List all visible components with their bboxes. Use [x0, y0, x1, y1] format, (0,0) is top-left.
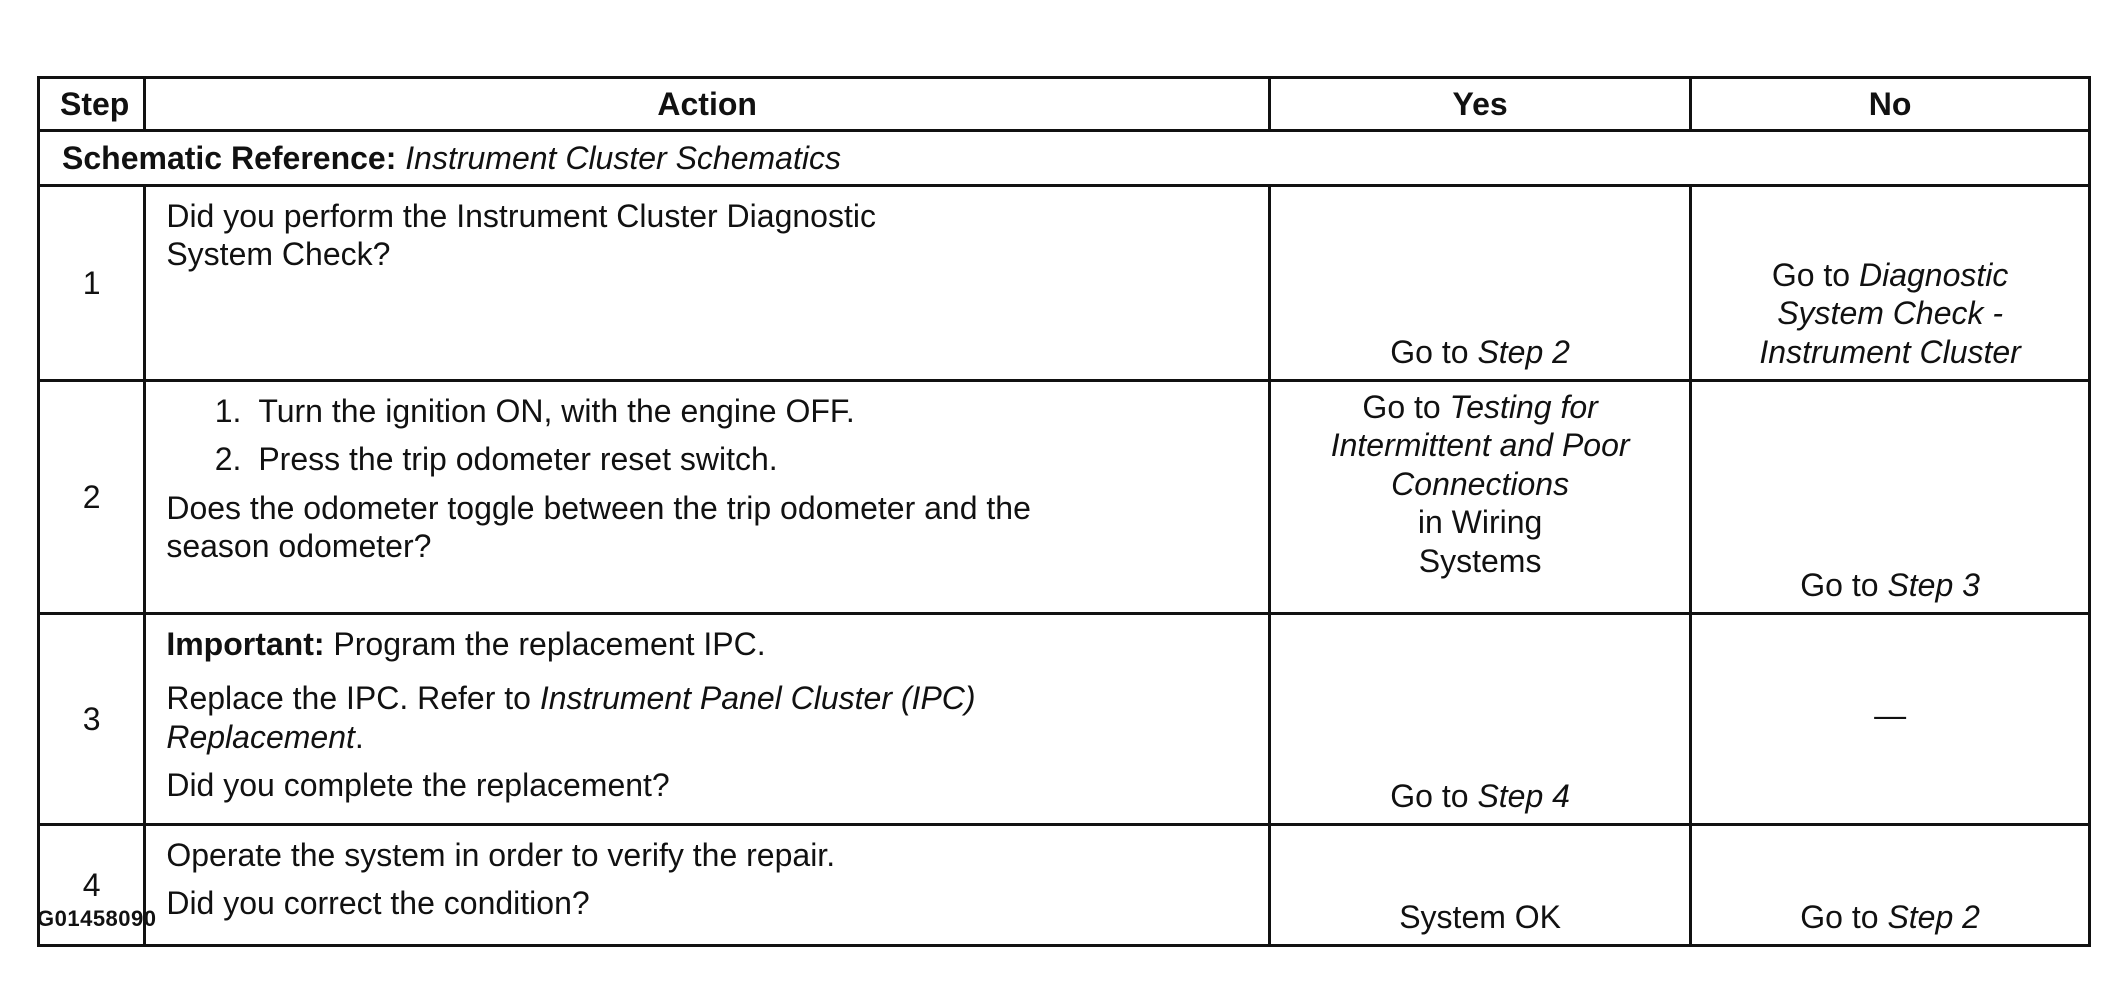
- table-row: [39, 825, 2090, 946]
- replacement-link[interactable]: Replacement: [166, 718, 355, 755]
- action-text: System Check?: [166, 236, 391, 273]
- action-cell: [145, 614, 1270, 825]
- no-prefix: Go to: [1771, 256, 1851, 293]
- schematic-reference-cell: [39, 131, 2090, 186]
- question-text: season odometer?: [166, 528, 432, 565]
- yes-prefix: Go to: [1390, 777, 1469, 814]
- yes-testing-link[interactable]: Intermittent and Poor: [1330, 427, 1630, 464]
- step-number: 3: [39, 614, 145, 825]
- no-diagnostic-link[interactable]: Instrument Cluster: [1759, 333, 2021, 370]
- table-row: [39, 381, 2090, 614]
- yes-text: Systems: [1418, 542, 1542, 579]
- no-prefix: Go to: [1800, 566, 1879, 603]
- list-item: 1. Turn the ignition ON, with the engine OFF.: [250, 392, 1248, 430]
- step-number: 2: [39, 381, 145, 614]
- question-text: Does the odometer toggle between the trip odometer and the: [166, 489, 1031, 526]
- action-cell: [145, 381, 1270, 614]
- no-cell: [1691, 381, 2090, 614]
- yes-cell: [1270, 825, 1691, 946]
- step-number: 1: [39, 186, 145, 381]
- header-no: No: [1691, 78, 2090, 131]
- action-text: Operate the system in order to verify the repair.: [166, 837, 836, 873]
- no-cell: [1691, 614, 2090, 825]
- diagnostic-table: [37, 76, 2091, 947]
- important-text: Program the replacement IPC.: [333, 626, 766, 662]
- yes-cell: [1270, 381, 1691, 614]
- replace-text: Replace the IPC. Refer to: [166, 680, 531, 717]
- question-text: Did you correct the condition?: [166, 885, 590, 922]
- no-step-link[interactable]: Step 3: [1887, 566, 1980, 603]
- yes-cell: [1270, 186, 1691, 381]
- action-text: Did you perform the Instrument Cluster Diagnostic: [166, 198, 876, 234]
- no-prefix: Go to: [1800, 898, 1879, 935]
- important-label: Important:: [166, 626, 325, 662]
- schematic-reference-label: Schematic Reference:: [62, 139, 397, 176]
- header-yes: Yes: [1270, 78, 1691, 131]
- no-diagnostic-link[interactable]: System Check -: [1777, 295, 2004, 332]
- action-steps-list: [166, 392, 1248, 479]
- no-step-link[interactable]: Step 2: [1887, 898, 1980, 935]
- no-diagnostic-link[interactable]: Diagnostic: [1858, 256, 2009, 293]
- yes-step-link[interactable]: Step 4: [1477, 777, 1570, 814]
- table-row: [39, 186, 2090, 381]
- action-cell: [145, 186, 1270, 381]
- yes-cell: [1270, 614, 1691, 825]
- replacement-link[interactable]: Instrument Panel Cluster (IPC): [539, 680, 976, 717]
- no-dash: —: [1874, 696, 1907, 733]
- schematic-reference-link[interactable]: Instrument Cluster Schematics: [405, 139, 841, 176]
- figure-code: G01458090: [37, 906, 157, 931]
- question-text: Did you complete the replacement?: [166, 767, 670, 804]
- step-number: 4: [39, 825, 145, 946]
- header-action: Action: [145, 78, 1270, 131]
- header-row: [39, 78, 2090, 131]
- yes-text: System OK: [1399, 898, 1562, 935]
- table-row: [39, 614, 2090, 825]
- yes-testing-link[interactable]: Testing for: [1449, 389, 1598, 425]
- action-cell: [145, 825, 1270, 946]
- yes-prefix: Go to: [1362, 389, 1441, 425]
- yes-prefix: Go to: [1390, 333, 1469, 370]
- list-item: 2. Press the trip odometer reset switch.: [250, 440, 1248, 478]
- no-cell: [1691, 186, 2090, 381]
- schematic-reference-row: [39, 131, 2090, 186]
- yes-testing-link[interactable]: Connections: [1391, 465, 1570, 502]
- no-cell: [1691, 825, 2090, 946]
- yes-step-link[interactable]: Step 2: [1477, 333, 1570, 370]
- replace-end: .: [354, 718, 364, 755]
- yes-text: in Wiring: [1417, 504, 1543, 541]
- header-step: Step: [39, 78, 145, 131]
